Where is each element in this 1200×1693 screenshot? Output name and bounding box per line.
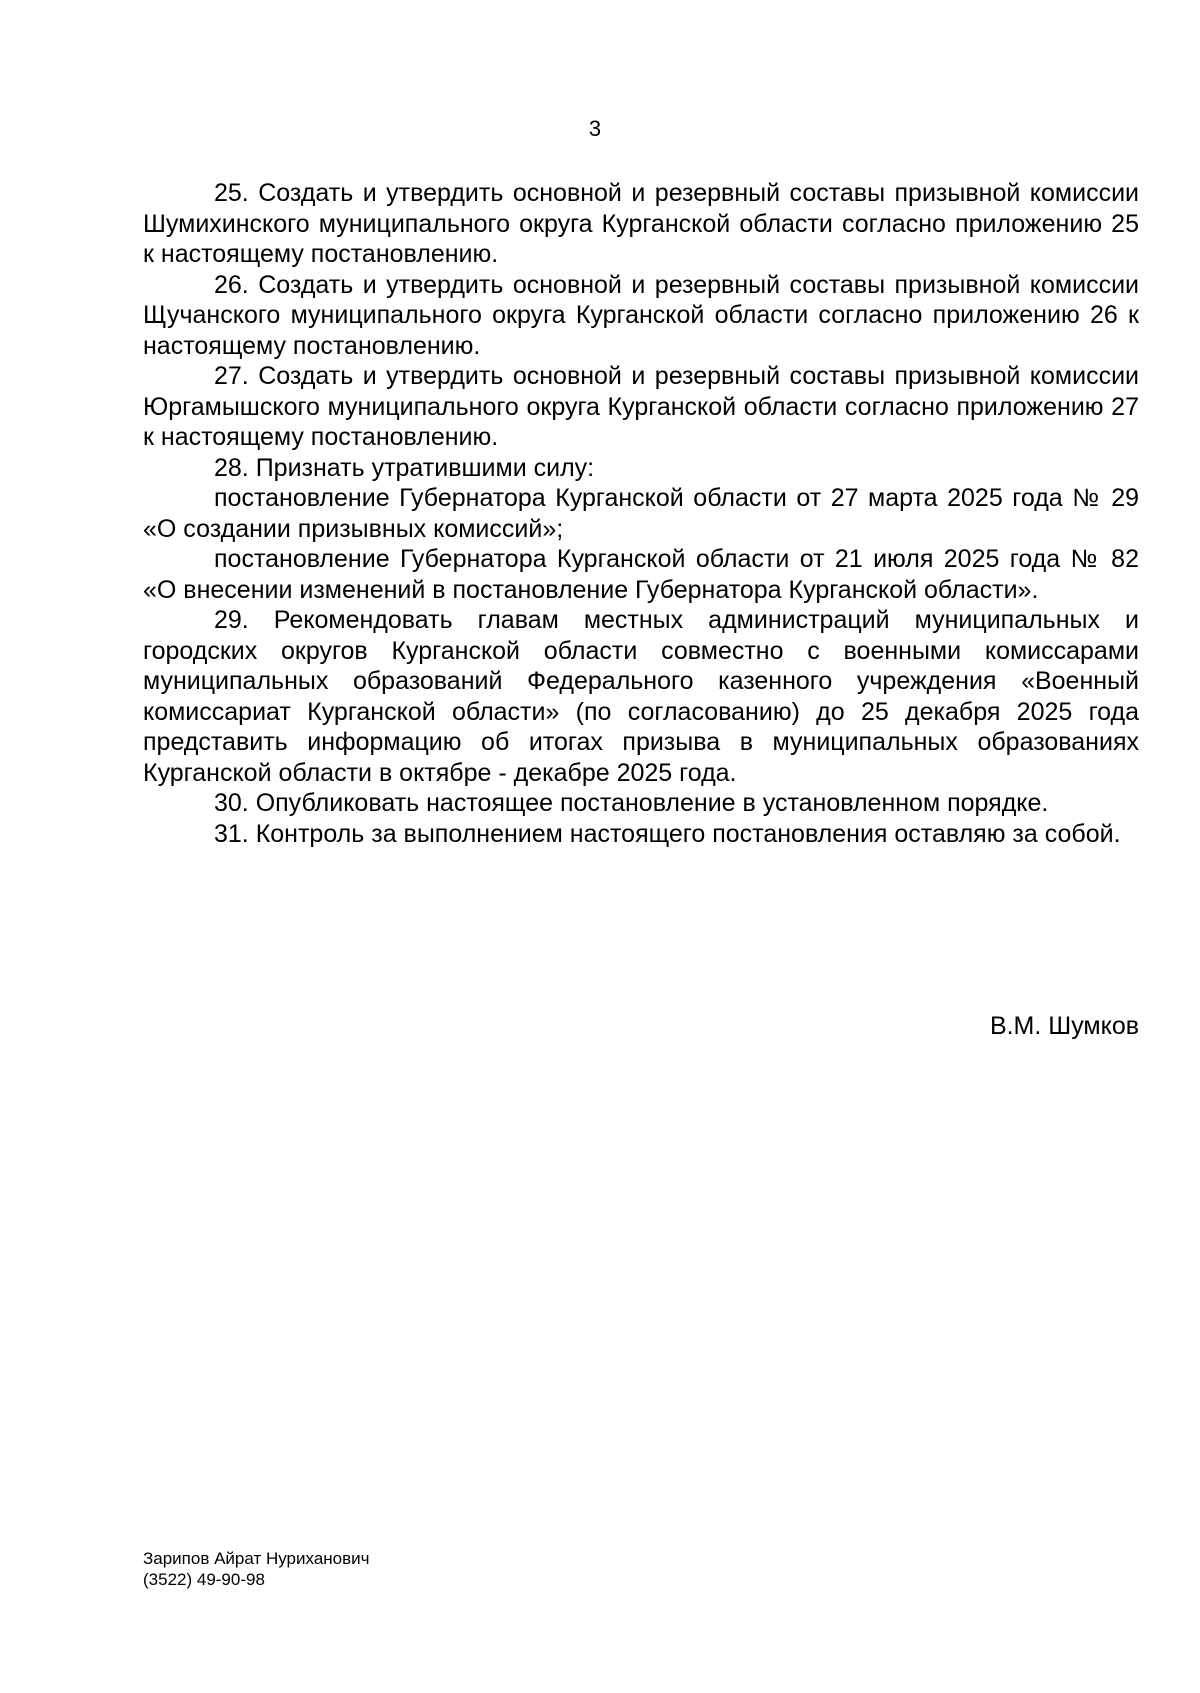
paragraph-26: 26. Создать и утвердить основной и резервный составы призывной комиссии Щучанского муниципального округа Курганской области согласно приложению 26 к настоящему постановлению. [143, 270, 1139, 360]
paragraph-30: 30. Опубликовать настоящее постановление в установленном порядке. [214, 789, 1049, 817]
paragraph-25: 25. Создать и утвердить основной и резервный составы призывной комиссии Шумихинского муниципального округа Курганской области согласно приложению 25 к настоящему постановлению. [143, 179, 1139, 268]
signature-name: В.М. Шумков [989, 1012, 1139, 1040]
page-number: 3 [588, 116, 602, 141]
executor-phone: (3522) 49-90-98 [143, 1570, 265, 1589]
document-body [143, 178, 1139, 849]
paragraph-28-item-2: постановление Губернатора Курганской области от 21 июля 2025 года № 82 «О внесении изменений в постановление Губернатора Курганской области». [143, 545, 1139, 604]
paragraph-29: 29. Рекомендовать главам местных администраций муниципальных и городских округов Курганской области совместно с военными комиссарами муниципальных образований Федерального казенного учреждения «Военный комиссариат Курганской области» (по согласованию) до 25 декабря 2025 года представить информацию об итогах призыва в муниципальных образованиях Курганской области в октябре - декабре 2025 года. [143, 606, 1139, 787]
executor-name: Зарипов Айрат Нуриханович [143, 1549, 370, 1568]
paragraph-31: 31. Контроль за выполнением настоящего постановления оставляю за собой. [214, 819, 1121, 848]
paragraph-28: 28. Признать утратившими силу: [214, 453, 595, 482]
paragraph-28-item-1: постановление Губернатора Курганской области от 27 марта 2025 года № 29 «О создании призывных комиссий»; [143, 484, 1139, 543]
executor-block [143, 1548, 370, 1590]
paragraph-27: 27. Создать и утвердить основной и резервный составы призывной комиссии Юргамышского муниципального округа Курганской области согласно приложению 27 к настоящему постановлению. [143, 362, 1139, 451]
